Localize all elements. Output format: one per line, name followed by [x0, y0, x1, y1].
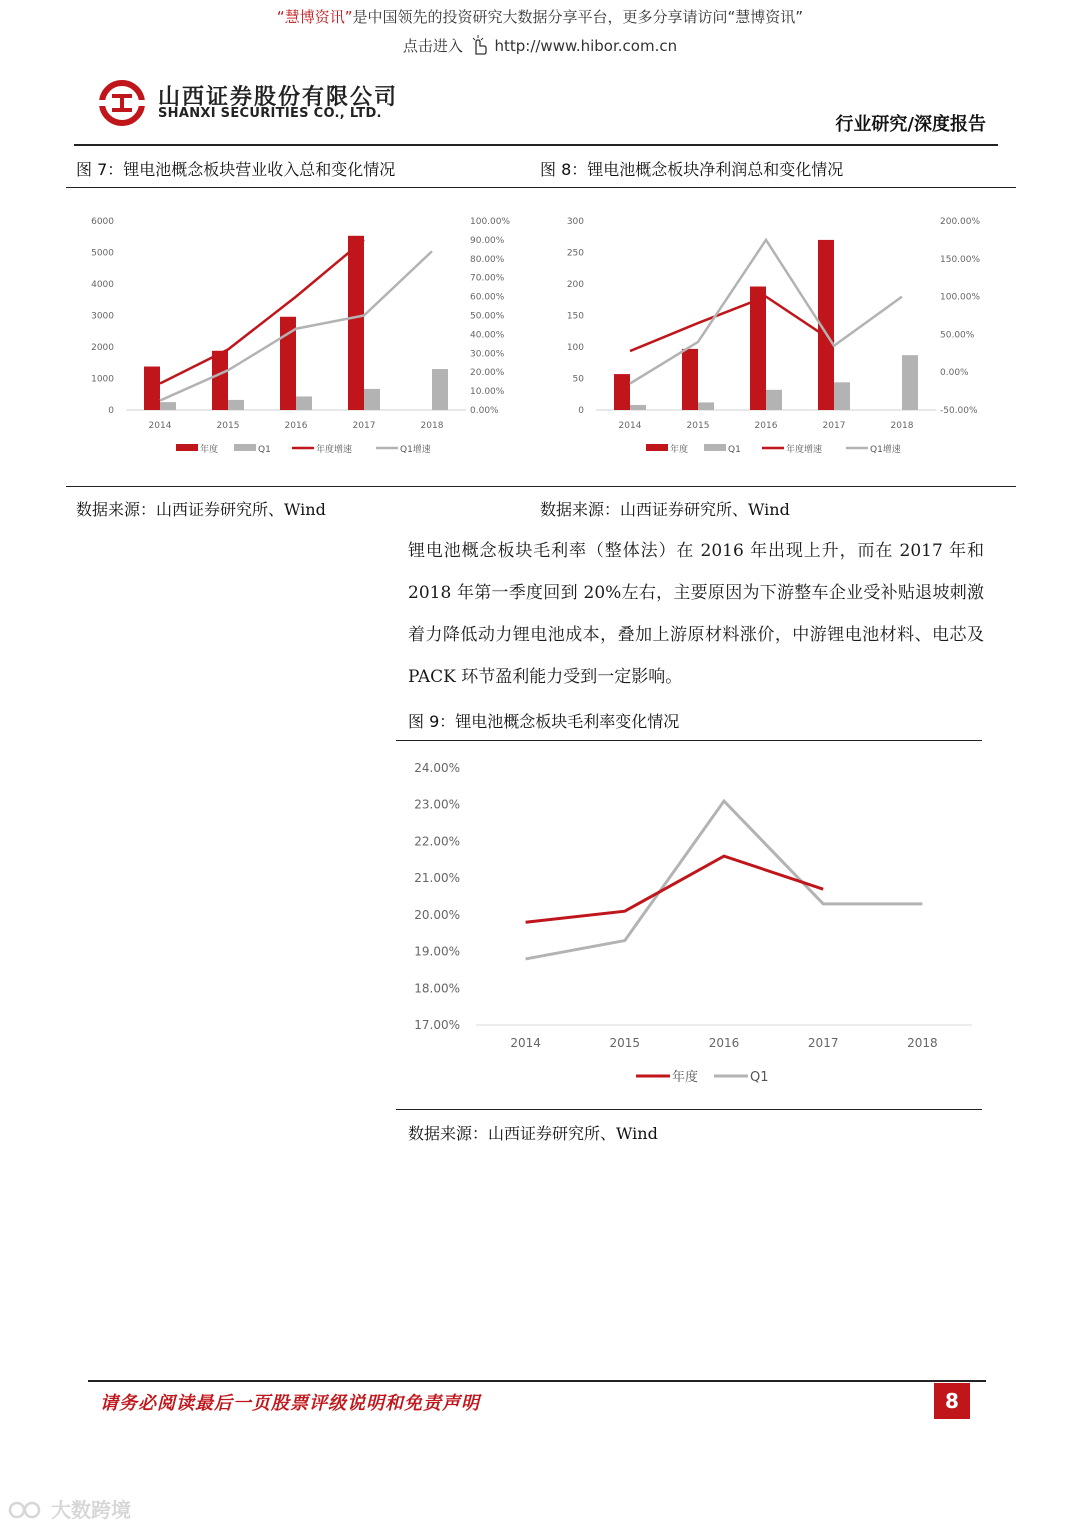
figure-top-rule — [66, 187, 1016, 188]
fig9-x-tick: 2018 — [907, 1036, 938, 1050]
fig9-source: 数据来源：山西证券研究所、Wind — [408, 1124, 658, 1143]
fig9-line-annual — [526, 856, 824, 922]
fig7-bar-q1 — [160, 402, 176, 410]
banner-brand-2[interactable]: 慧博资讯 — [735, 8, 796, 26]
link-prefix: 点击进入 — [402, 37, 463, 55]
fig7-y-tick: 1000 — [91, 374, 114, 385]
fig7-legend-label: Q1增速 — [400, 445, 431, 455]
fig7-y2-tick: 60.00% — [470, 292, 505, 303]
fig7-y-tick: 5000 — [91, 248, 114, 259]
fig8-legend-swatch — [704, 444, 726, 451]
fig9-x-tick: 2016 — [708, 1036, 740, 1050]
fig7-legend-label: Q1 — [258, 445, 271, 455]
fig7-bar-q1 — [296, 396, 312, 410]
fig7-y2-tick: 20.00% — [470, 368, 505, 379]
fig9-y-tick: 18.00% — [414, 981, 460, 996]
fig8-y2-tick: 150.00% — [940, 254, 981, 265]
banner-quote-close: ” — [344, 8, 353, 26]
fig8-title: 图 8：锂电池概念板块净利润总和变化情况 — [540, 160, 844, 179]
fig7-y2-tick: 40.00% — [470, 330, 505, 341]
fig8-y-tick: 150 — [566, 311, 584, 322]
fig8-bar-annual — [750, 287, 766, 410]
fig8-legend-label: 年度 — [670, 445, 689, 455]
report-type: 行业研究/深度报告 — [835, 114, 986, 135]
fig8-bar-q1 — [698, 402, 714, 410]
fig9-top-rule — [396, 740, 982, 741]
banner-quote-open: “ — [276, 8, 285, 26]
disclaimer-text[interactable]: 请务必阅读最后一页股票评级说明和免责声明 — [100, 1393, 480, 1414]
company-name-cn: 山西证券股份有限公司 — [158, 85, 399, 110]
page-number: 8 — [934, 1383, 970, 1419]
fig7-x-tick: 2015 — [216, 421, 240, 431]
fig8-y2-tick: 50.00% — [940, 330, 975, 341]
banner-link-row — [0, 34, 1080, 56]
fig7-y-tick: 4000 — [91, 280, 114, 290]
fig7-title: 图 7：锂电池概念板块营业收入总和变化情况 — [76, 160, 396, 179]
fig9-line-q1 — [526, 801, 923, 959]
fig8-y-tick: 250 — [566, 248, 584, 259]
fig9-y-tick: 21.00% — [414, 871, 460, 886]
chart-fig8-net-profit — [536, 205, 996, 470]
fig7-bar-q1 — [228, 400, 244, 410]
fig7-bar-q1 — [364, 389, 380, 410]
header-divider — [74, 144, 998, 146]
fig7-y2-tick: 30.00% — [470, 349, 505, 360]
fig8-y-tick: 100 — [566, 343, 584, 353]
shanxi-securities-logo-icon — [98, 80, 150, 126]
fig9-y-tick: 24.00% — [414, 761, 460, 775]
fig8-y-tick: 200 — [566, 280, 584, 290]
fig8-x-tick: 2015 — [686, 421, 710, 431]
banner-brand[interactable]: 慧博资讯 — [284, 8, 345, 26]
fig7-y2-tick: 70.00% — [470, 273, 505, 284]
fig8-y-tick: 50 — [572, 374, 584, 385]
fig8-x-tick: 2014 — [618, 421, 642, 431]
pointer-hand-icon — [468, 34, 490, 56]
fig7-y2-tick: 50.00% — [470, 311, 505, 322]
fig8-y2-tick: 0.00% — [940, 368, 969, 379]
fig7-x-tick: 2017 — [352, 421, 376, 431]
fig9-x-tick: 2014 — [510, 1036, 541, 1050]
fig7-bar-q1 — [432, 369, 448, 410]
fig7-line-annual-growth — [160, 240, 364, 384]
fig8-x-tick: 2018 — [890, 421, 914, 431]
fig7-y2-tick: 90.00% — [470, 235, 505, 246]
fig9-y-tick: 23.00% — [414, 797, 460, 812]
watermark — [8, 1494, 131, 1523]
fig7-bar-annual — [212, 351, 228, 410]
fig7-bar-annual — [144, 367, 160, 410]
fig8-y2-tick: -50.00% — [940, 406, 978, 416]
fig8-legend-label: Q1 — [728, 445, 741, 455]
fig8-y2-tick: 200.00% — [940, 217, 981, 227]
fig7-y2-tick: 10.00% — [470, 387, 505, 398]
fig9-y-tick: 20.00% — [414, 907, 460, 922]
fig9-y-tick: 22.00% — [414, 834, 460, 849]
fig7-y2-tick: 100.00% — [470, 217, 511, 227]
fig8-y-tick: 0 — [578, 406, 584, 416]
fig9-x-tick: 2017 — [807, 1036, 839, 1050]
fig8-bar-q1 — [834, 382, 850, 410]
fig7-y-tick: 2000 — [91, 343, 114, 353]
fig8-bar-q1 — [902, 355, 918, 410]
fig7-y-tick: 6000 — [91, 217, 114, 227]
fig7-y-tick: 3000 — [91, 311, 114, 322]
fig8-legend-label: 年度增速 — [786, 445, 823, 455]
fig8-y-tick: 300 — [566, 217, 584, 227]
banner-quote-close-2: ” — [795, 8, 804, 26]
fig7-x-tick: 2018 — [420, 421, 444, 431]
chart-fig9-gross-margin — [396, 750, 982, 1100]
banner-quote-open-2: “ — [727, 8, 736, 26]
fig7-legend-label: 年度增速 — [316, 445, 353, 455]
fig7-x-tick: 2016 — [284, 421, 308, 431]
figure-bottom-rule — [66, 486, 1016, 487]
chart-fig7-revenue — [66, 205, 526, 470]
watermark-text: 大数跨境 — [50, 1498, 131, 1522]
fig7-x-tick: 2014 — [148, 421, 172, 431]
fig9-legend-label: Q1 — [750, 1070, 769, 1085]
fig8-x-tick: 2016 — [754, 421, 778, 431]
fig8-bar-annual — [682, 349, 698, 410]
fig9-legend-label: 年度 — [672, 1070, 699, 1085]
fig8-x-tick: 2017 — [822, 421, 846, 431]
fig7-legend-swatch — [234, 444, 256, 451]
fig7-bar-annual — [348, 236, 364, 410]
fig9-title: 图 9：锂电池概念板块毛利率变化情况 — [408, 712, 680, 731]
fig9-bottom-rule — [396, 1109, 982, 1110]
fig8-bar-annual — [614, 374, 630, 410]
fig7-y2-tick: 80.00% — [470, 254, 505, 265]
fig7-source: 数据来源：山西证券研究所、Wind — [76, 500, 326, 519]
fig9-y-tick: 19.00% — [414, 944, 460, 959]
fig7-y-tick: 0 — [108, 406, 114, 416]
fig8-bar-q1 — [630, 405, 646, 410]
company-name-en: SHANXI SECURITIES CO., LTD. — [158, 106, 382, 121]
hibor-link[interactable]: http://www.hibor.com.cn — [494, 37, 678, 55]
fig8-legend-label: Q1增速 — [870, 445, 901, 455]
fig8-legend-swatch — [646, 444, 668, 451]
footer-divider — [88, 1380, 986, 1382]
fig7-legend-swatch — [176, 444, 198, 451]
body-paragraph: 锂电池概念板块毛利率（整体法）在 2016 年出现上升，而在 2017 年和 2018 年第一季度回到 20%左右，主要原因为下游整车企业受补贴退坡刺激着力降低动力锂电池成本，叠加上游原材料涨价，中游锂电池材料、电芯及 PACK 环节盈利能力受到一定影响。 — [408, 541, 984, 687]
fig9-y-tick: 17.00% — [414, 1018, 460, 1032]
fig8-bar-q1 — [766, 390, 782, 410]
fig7-legend-label: 年度 — [200, 445, 219, 455]
fig8-y2-tick: 100.00% — [940, 292, 981, 303]
top-banner — [0, 6, 1080, 27]
fig7-y2-tick: 0.00% — [470, 406, 499, 416]
banner-text: 是中国领先的投资研究大数据分享平台，更多分享请访问 — [352, 8, 728, 26]
fig8-line-annual-growth — [630, 297, 834, 351]
fig9-x-tick: 2015 — [609, 1036, 641, 1050]
watermark-logo-icon — [8, 1500, 44, 1520]
fig8-source: 数据来源：山西证券研究所、Wind — [540, 500, 790, 519]
